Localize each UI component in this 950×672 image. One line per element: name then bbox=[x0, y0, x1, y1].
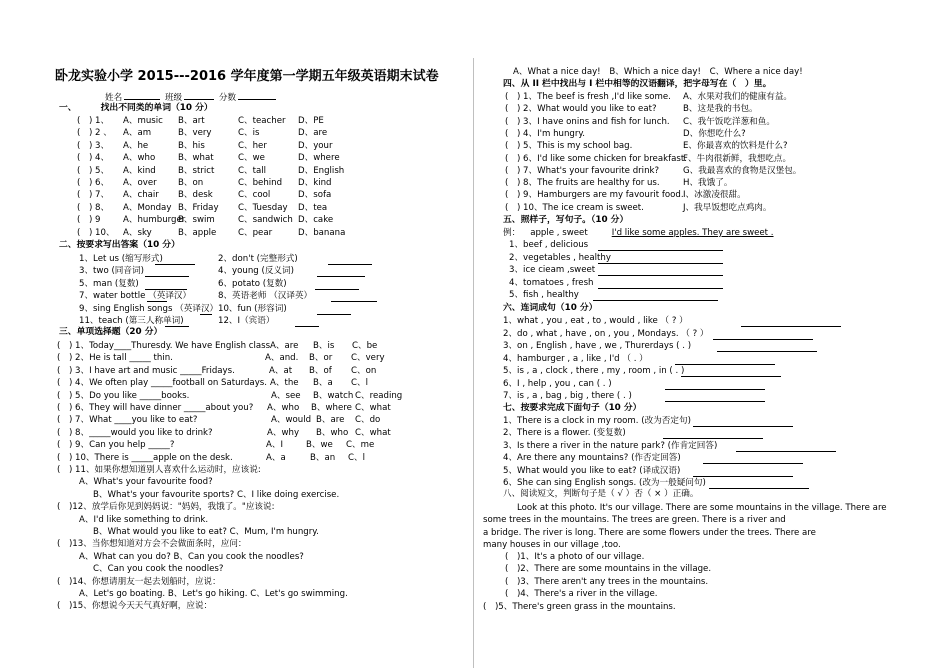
answer-bracket[interactable]: ( ) 4、 bbox=[77, 153, 110, 164]
option-b: B、who bbox=[316, 427, 349, 438]
answer-line[interactable] bbox=[741, 317, 841, 327]
answer-line[interactable] bbox=[709, 479, 809, 489]
scrambled-words: 7、is , a , bag , big , there ( . ) bbox=[503, 391, 632, 401]
question-text: ( ) 8、_____would you like to drink? bbox=[57, 427, 213, 438]
example-answer: I'd like some apples. They are sweet . bbox=[611, 228, 774, 238]
passage-line: many houses in our village ,too. bbox=[483, 540, 621, 551]
transform-instruction: 1、There is a clock in my room. (改为否定句) bbox=[503, 416, 691, 426]
english-sentence: ( ) 4、I'm hungry. bbox=[505, 128, 586, 139]
option-c: C、be bbox=[352, 341, 378, 351]
passage-line: some trees in the mountains. The trees are green. There is a river and bbox=[483, 515, 786, 526]
section-1-heading bbox=[59, 103, 213, 114]
chinese-translation: G、我最喜欢的食物是汉堡包。 bbox=[683, 165, 802, 176]
option-b: B、we bbox=[306, 440, 333, 451]
fill-blank[interactable] bbox=[145, 280, 187, 290]
fill-blank[interactable] bbox=[145, 267, 189, 277]
section-title: 找出不同类的单词（10 分） bbox=[100, 103, 213, 113]
option-b: B、an bbox=[310, 452, 336, 463]
judgment-statement: ( )1、It's a photo of our village. bbox=[505, 552, 645, 562]
question-text: ( ) 6、They will have dinner _____about you? bbox=[57, 403, 254, 413]
section-4-heading: 四、从 II 栏中找出与 I 栏中相等的汉语翻译，把字母写在（ ）里。 bbox=[503, 79, 772, 89]
option-a: A、why bbox=[267, 427, 300, 438]
judgment-statement: ( )2、There are some mountains in the village. bbox=[505, 564, 712, 575]
english-sentence: ( ) 7、What's your favourite drink? bbox=[505, 165, 660, 176]
section-2-heading bbox=[59, 240, 180, 251]
option-d: D、PE bbox=[298, 116, 324, 126]
option-c: C、me bbox=[346, 440, 375, 451]
option-b: B、swim bbox=[178, 215, 215, 226]
chinese-translation: A、水果对我们的健康有益。 bbox=[683, 92, 793, 102]
option-d: D、banana bbox=[298, 227, 346, 238]
option-line: A、What's your favourite food? bbox=[79, 477, 213, 488]
option-c: C、is bbox=[238, 128, 260, 139]
score-label: 分数 bbox=[218, 93, 237, 103]
option-b: B、apple bbox=[178, 227, 217, 238]
question-text: ( )14、你想请朋友一起去划船时，应说： bbox=[57, 576, 221, 587]
english-sentence: ( ) 9、Hamburgers are my favourit food. bbox=[505, 190, 684, 201]
option-c: C、what bbox=[355, 403, 391, 413]
transform-instruction: 4、Are there any mountains? (作否定回答) bbox=[503, 453, 681, 464]
option-a: A、he bbox=[123, 140, 149, 151]
section-number: 二、 bbox=[59, 240, 77, 250]
scrambled-words: 4、hamburger , a , like , I'd （ . ） bbox=[503, 353, 648, 364]
question-text: ( ) 5、Do you like _____books. bbox=[57, 390, 190, 401]
answer-line[interactable] bbox=[675, 355, 775, 365]
answer-bracket[interactable]: ( ) 1、 bbox=[77, 116, 110, 126]
option-c: C、pear bbox=[238, 227, 273, 238]
option-c: C、reading bbox=[355, 390, 403, 401]
option-a: A、a bbox=[266, 452, 286, 463]
column-divider bbox=[473, 58, 474, 668]
option-a: A、music bbox=[123, 116, 163, 126]
answer-line[interactable] bbox=[665, 392, 765, 402]
chinese-translation: I、冰激凌很甜。 bbox=[683, 190, 746, 201]
option-a: A、I bbox=[266, 440, 284, 451]
option-a: A、are bbox=[270, 341, 299, 351]
option-a: A、who bbox=[123, 153, 156, 164]
fill-item-label: 9、sing English songs （英译汉） bbox=[79, 303, 219, 314]
answer-line[interactable] bbox=[598, 254, 723, 264]
scrambled-words: 5、is , a , clock , there , my , room , in ( . ) bbox=[503, 366, 685, 376]
answer-bracket[interactable]: ( ) 8、 bbox=[77, 202, 110, 213]
transform-instruction: 3、Is there a river in the nature park? (作肯定回答) bbox=[503, 440, 718, 451]
judgment-statement: ( )3、There aren't any trees in the mountains. bbox=[505, 576, 709, 587]
section-number: 三、 bbox=[59, 327, 77, 337]
fill-item-label: 6、potato (复数) bbox=[218, 278, 287, 289]
prompt-words: 4、tomatoes , fresh bbox=[509, 277, 594, 288]
fill-blank[interactable] bbox=[317, 305, 351, 315]
judgment-statement: ( )4、There's a river in the village. bbox=[505, 589, 658, 600]
option-b: B、very bbox=[178, 128, 212, 139]
question-text: ( )13、当你想知道对方会不会做面条时，应问： bbox=[57, 539, 247, 550]
option-c: C、very bbox=[351, 353, 385, 364]
fill-item-label: 2、don't (完整形式) bbox=[218, 254, 298, 264]
fill-item-label: 1、Let us (缩写形式) bbox=[79, 254, 163, 264]
scrambled-words: 1、what , you , eat , to , would , like （ ? ） bbox=[503, 316, 688, 326]
section-5-example bbox=[503, 228, 774, 239]
answer-bracket[interactable]: ( ) 9 bbox=[77, 215, 101, 226]
chinese-translation: J、我早饭想吃点鸡肉。 bbox=[683, 202, 772, 213]
fill-item-label: 5、man (复数) bbox=[79, 278, 139, 289]
answer-line[interactable] bbox=[717, 342, 817, 352]
fill-blank[interactable] bbox=[331, 292, 377, 302]
answer-line[interactable] bbox=[598, 241, 723, 251]
question-text: ( ) 3、I have art and music _____Fridays. bbox=[57, 365, 235, 376]
transform-instruction: 5、What would you like to eat? (译成汉语) bbox=[503, 465, 681, 476]
option-b: B、are bbox=[316, 415, 345, 426]
option-b: B、on bbox=[178, 178, 204, 188]
name-label: 姓名 bbox=[105, 93, 123, 103]
score-blank[interactable] bbox=[238, 90, 276, 100]
option-line: B、What's your favourite sports? C、I like doing exercise. bbox=[93, 489, 340, 500]
section-3-heading bbox=[59, 327, 162, 338]
option-c: C、Where a nice day! bbox=[709, 67, 803, 77]
passage-line: a bridge. The river is long. There are some flowers under the trees. There are bbox=[483, 527, 816, 538]
answer-line[interactable] bbox=[693, 467, 793, 477]
section-8-heading: 八、阅读短文，判断句子是（ √ ）否（ × ）正确。 bbox=[503, 489, 699, 499]
answer-line[interactable] bbox=[703, 454, 803, 464]
question-text: ( ) 11、如果你想知道别人喜欢什么运动时，应该说: bbox=[57, 465, 261, 475]
example-words: apple , sweet bbox=[530, 228, 588, 238]
section-number: 一、 bbox=[59, 103, 77, 113]
option-b: B、where bbox=[311, 403, 352, 413]
option-c: C、behind bbox=[238, 178, 283, 188]
option-c: C、cool bbox=[238, 190, 271, 201]
english-sentence: ( ) 8、The fruits are healthy for us. bbox=[505, 178, 660, 189]
fill-blank[interactable] bbox=[295, 317, 319, 327]
transform-instruction: 2、There is a flower. (变复数) bbox=[503, 428, 626, 439]
fill-blank[interactable] bbox=[200, 305, 212, 315]
option-a: A、humburger bbox=[123, 215, 186, 226]
fill-item-label: 11、teach (第三人称单词) bbox=[79, 316, 184, 326]
option-d: D、are bbox=[298, 128, 328, 139]
option-a: A、and. bbox=[265, 353, 299, 364]
answer-line[interactable] bbox=[681, 367, 781, 377]
answer-line[interactable] bbox=[593, 291, 718, 301]
option-d: D、where bbox=[298, 153, 340, 164]
scrambled-words: 6、I , help , you , can ( . ) bbox=[503, 378, 612, 389]
option-c: C、we bbox=[238, 153, 265, 164]
fill-item-label: 4、young (反义词) bbox=[218, 266, 294, 277]
fill-item-label: 8、英语老师 （汉译英） bbox=[218, 291, 313, 302]
chinese-translation: C、我午饭吃洋葱和鱼。 bbox=[683, 116, 775, 127]
option-b: B、art bbox=[178, 116, 205, 126]
option-b: B、of bbox=[309, 365, 332, 376]
answer-line[interactable] bbox=[665, 380, 765, 390]
answer-line[interactable] bbox=[693, 417, 793, 427]
option-d: D、sofa bbox=[298, 190, 332, 201]
option-a: A、kind bbox=[123, 165, 156, 176]
fill-item-label: 12、I（宾语） bbox=[218, 316, 275, 326]
option-line: A、I'd like something to drink. bbox=[79, 514, 209, 525]
option-a: A、What a nice day! bbox=[513, 67, 601, 77]
fill-blank[interactable] bbox=[328, 255, 372, 265]
name-blank[interactable] bbox=[124, 90, 160, 100]
option-a: A、am bbox=[123, 128, 152, 139]
transform-instruction: 6、She can sing English songs. (改为一般疑问句) bbox=[503, 478, 706, 488]
option-a: A、sky bbox=[123, 227, 152, 238]
answer-bracket[interactable]: ( ) 3、 bbox=[77, 140, 110, 151]
chinese-translation: H、我饿了。 bbox=[683, 178, 733, 189]
prompt-words: 2、vegetables , healthy bbox=[509, 252, 611, 263]
option-d: D、your bbox=[298, 140, 333, 151]
answer-line[interactable] bbox=[598, 266, 723, 276]
option-b: B、or bbox=[309, 353, 333, 364]
english-sentence: ( ) 2、What would you like to eat? bbox=[505, 104, 657, 115]
option-d: D、cake bbox=[298, 215, 334, 226]
option-a: A、at bbox=[269, 365, 293, 376]
option-c: C、on bbox=[351, 365, 377, 376]
option-a: A、the bbox=[270, 378, 299, 389]
option-b: B、watch bbox=[313, 390, 354, 401]
question-text: ( ) 7、What ____you like to eat? bbox=[57, 415, 198, 426]
prompt-words: 3、ice cieam ,sweet bbox=[509, 265, 596, 275]
fill-item-label: 10、fun (形容词) bbox=[218, 303, 287, 314]
option-b: B、desk bbox=[178, 190, 213, 201]
exam-title: 卧龙实验小学 2015---2016 学年度第一学期五年级英语期末试卷 bbox=[55, 69, 439, 84]
english-sentence: ( ) 1、The beef is fresh ,I'd like some. bbox=[505, 92, 671, 102]
fill-blank[interactable] bbox=[317, 267, 365, 277]
chinese-translation: E、你最喜欢的饮料是什么? bbox=[683, 141, 788, 152]
passage-line: Look at this photo. It's our village. There are some mountains in the village. There are bbox=[517, 503, 887, 513]
class-label: 班级 bbox=[164, 93, 183, 103]
answer-line[interactable] bbox=[713, 330, 813, 340]
option-b: B、Which a nice day! bbox=[609, 67, 701, 77]
option-d: D、kind bbox=[298, 178, 332, 188]
prompt-words: 5、fish , healthy bbox=[509, 290, 579, 300]
option-line: A、What can you do? B、Can you cook the noodles? bbox=[79, 551, 304, 562]
option-d: D、tea bbox=[298, 202, 328, 213]
fill-blank[interactable] bbox=[155, 255, 195, 265]
english-sentence: ( ) 3、I have onins and fish for lunch. bbox=[505, 116, 670, 127]
option-b: B、what bbox=[178, 153, 214, 164]
question-text: ( ) 9、Can you help _____? bbox=[57, 440, 175, 451]
class-blank[interactable] bbox=[184, 90, 214, 100]
example-label: 例： bbox=[503, 228, 521, 238]
option-b: B、strict bbox=[178, 165, 215, 176]
option-c: C、do bbox=[355, 415, 381, 426]
question-text: ( ) 1、Today____Thuresdy. We have English class bbox=[57, 341, 271, 351]
question-text: ( ) 4、We often play _____football on Saturdays. bbox=[57, 378, 267, 389]
english-sentence: ( ) 6、I'd like some chicken for breakfast. bbox=[505, 153, 687, 164]
question-text: ( ) 2、He is tall _____ thin. bbox=[57, 353, 173, 364]
student-info bbox=[105, 90, 278, 104]
scrambled-words: 3、on , English , have , we , Thurerdays ( . ) bbox=[503, 341, 692, 351]
option-c: C、sandwich bbox=[238, 215, 293, 226]
option-c: C、l bbox=[348, 452, 365, 463]
question-text: ( )15、你想说今天天气真好啊，应说： bbox=[57, 601, 213, 612]
fill-blank[interactable] bbox=[165, 317, 189, 327]
option-a: A、see bbox=[271, 390, 301, 401]
scrambled-words: 2、do , what , have , on , you , Mondays. （ ? ） bbox=[503, 328, 709, 339]
option-b: B、a bbox=[313, 378, 333, 389]
section-6-heading: 六、连词成句（10 分） bbox=[503, 303, 598, 313]
section-5-heading: 五、照样子，写句子。（10 分） bbox=[503, 215, 629, 225]
option-b: B、is bbox=[313, 341, 335, 351]
answer-line[interactable] bbox=[736, 442, 836, 452]
option-line: A、Let's go boating. B、Let's go hiking. C、Let's go swimming. bbox=[79, 589, 348, 599]
answer-bracket[interactable]: ( ) 2 、 bbox=[77, 128, 112, 139]
question-text: ( ) 10、There is _____apple on the desk. bbox=[57, 452, 233, 463]
english-sentence: ( ) 5、This is my school bag. bbox=[505, 141, 633, 152]
section-7-heading: 七、按要求完成下面句子（10 分） bbox=[503, 403, 642, 413]
answer-bracket[interactable]: ( ) 10、 bbox=[77, 227, 115, 238]
option-a: A、would bbox=[271, 415, 312, 426]
fill-item-label: 7、water bottle （英译汉） bbox=[79, 291, 192, 302]
option-line: C、Can you cook the noodles? bbox=[93, 564, 224, 575]
answer-bracket[interactable]: ( ) 6、 bbox=[77, 178, 110, 188]
fill-blank[interactable] bbox=[315, 280, 359, 290]
answer-bracket[interactable]: ( ) 7、 bbox=[77, 190, 110, 201]
chinese-translation: B、这是我的书包。 bbox=[683, 104, 758, 115]
section-title: 单项选择题（20 分） bbox=[76, 327, 163, 337]
option-a: A、Monday bbox=[123, 202, 172, 213]
prompt-words: 1、beef , delicious bbox=[509, 240, 589, 250]
answer-line[interactable] bbox=[598, 279, 723, 289]
option-b: B、his bbox=[178, 140, 205, 151]
answer-bracket[interactable]: ( ) 5、 bbox=[77, 165, 110, 176]
section-title: 按要求写出答案（10 分） bbox=[76, 240, 180, 250]
option-c: C、Tuesday bbox=[238, 202, 288, 213]
english-sentence: ( ) 10、The ice cream is sweet. bbox=[505, 202, 644, 213]
option-a: A、chair bbox=[123, 190, 159, 201]
option-line: B、What would you like to eat? C、Mum, I'm hungry. bbox=[93, 527, 319, 537]
option-a: A、over bbox=[123, 178, 157, 188]
option-d: D、English bbox=[298, 165, 345, 176]
answer-line[interactable] bbox=[663, 429, 763, 439]
option-c: C、l bbox=[351, 378, 368, 389]
option-c: C、tall bbox=[238, 165, 267, 176]
question-15-options bbox=[513, 67, 803, 78]
question-text: ( )12、放学后你见到妈妈说："妈妈，我饿了。"应该说: bbox=[57, 502, 275, 513]
option-c: C、teacher bbox=[238, 116, 286, 126]
option-c: C、her bbox=[238, 140, 267, 151]
chinese-translation: F、牛肉很新鲜，我想吃点。 bbox=[683, 153, 792, 164]
option-c: C、what bbox=[355, 427, 391, 438]
fill-item-label: 3、two (同音词) bbox=[79, 266, 144, 277]
chinese-translation: D、你想吃什么? bbox=[683, 128, 746, 139]
fill-blank[interactable] bbox=[147, 292, 167, 302]
option-b: B、Friday bbox=[178, 202, 219, 213]
judgment-statement: ( )5、There's green grass in the mountains. bbox=[483, 601, 676, 612]
option-a: A、who bbox=[267, 403, 300, 413]
